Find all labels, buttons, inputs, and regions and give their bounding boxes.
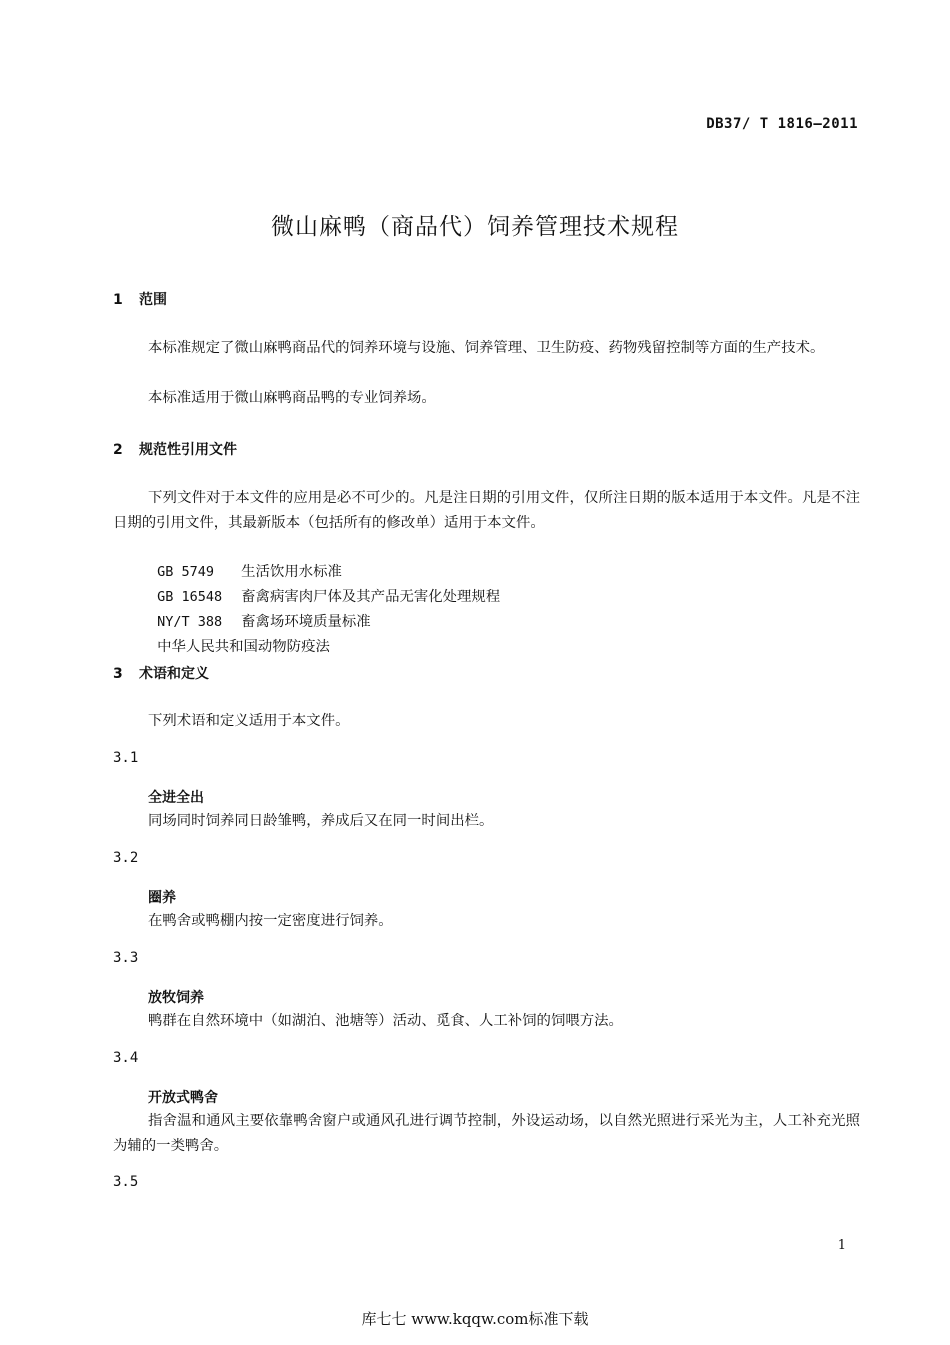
section-heading-normative-references	[113, 439, 237, 459]
clause-number: 3.5	[113, 1174, 139, 1190]
standard-code: DB37/ T 1816—2011	[706, 116, 858, 132]
term-definition: 同场同时饲养同日龄雏鸭，养成后又在同一时间出栏。	[148, 813, 494, 829]
scope-paragraph-1: 本标准规定了微山麻鸭商品代的饲养环境与设施、饲养管理、卫生防疫、药物残留控制等方面的生产技术。	[148, 340, 825, 356]
term-definition: 在鸭舍或鸭棚内按一定密度进行饲养。	[148, 913, 393, 929]
term-name: 开放式鸭舍	[148, 1090, 218, 1106]
term-definition: 指舍温和通风主要依靠鸭舍窗户或通风孔进行调节控制，外设运动场，以自然光照进行采光为主，人工补充光照为辅的一类鸭舍。	[113, 1113, 860, 1154]
reference-title: 生活饮用水标准	[241, 564, 342, 580]
term-definition: 鸭群在自然环境中（如湖泊、池塘等）活动、觅食、人工补饲的饲喂方法。	[148, 1013, 623, 1029]
term-name: 全进全出	[148, 790, 204, 806]
section-heading-terms-definitions	[113, 663, 209, 683]
clause-number: 3.3	[113, 950, 139, 966]
document-title: 微山麻鸭（商品代）饲养管理技术规程	[271, 214, 679, 240]
references-paragraph: 下列文件对于本文件的应用是必不可少的。凡是注日期的引用文件，仅所注日期的版本适用于本文件。凡是不注日期的引用文件，其最新版本（包括所有的修改单）适用于本文件。	[113, 490, 860, 531]
reference-item	[148, 610, 330, 660]
terms-intro-paragraph: 下列术语和定义适用于本文件。	[148, 713, 350, 729]
section-title: 术语和定义	[139, 666, 209, 682]
reference-code: NY/T 388	[157, 614, 223, 630]
scope-paragraph-2: 本标准适用于微山麻鸭商品鸭的专业饲养场。	[148, 390, 436, 406]
clause-number: 3.2	[113, 850, 139, 866]
clause-number: 3.4	[113, 1050, 139, 1066]
reference-title: 畜禽场环境质量标准	[241, 614, 371, 630]
reference-title: 畜禽病害肉尸体及其产品无害化处理规程	[241, 589, 501, 605]
section-number: 1	[113, 292, 123, 308]
clause-number: 3.1	[113, 750, 139, 766]
section-number: 3	[113, 666, 123, 682]
reference-title: 中华人民共和国动物防疫法	[157, 639, 330, 655]
term-name: 放牧饲养	[148, 990, 204, 1006]
term-name: 圈养	[148, 890, 176, 906]
section-title: 范围	[139, 292, 167, 308]
page-number: 1	[837, 1238, 846, 1253]
section-heading-scope	[113, 289, 167, 309]
section-title: 规范性引用文件	[139, 442, 237, 458]
footer-watermark: 库七七 www.kqqw.com标准下载	[361, 1310, 589, 1328]
reference-code: GB 5749	[157, 564, 215, 580]
reference-code: GB 16548	[157, 589, 223, 605]
section-number: 2	[113, 442, 123, 458]
